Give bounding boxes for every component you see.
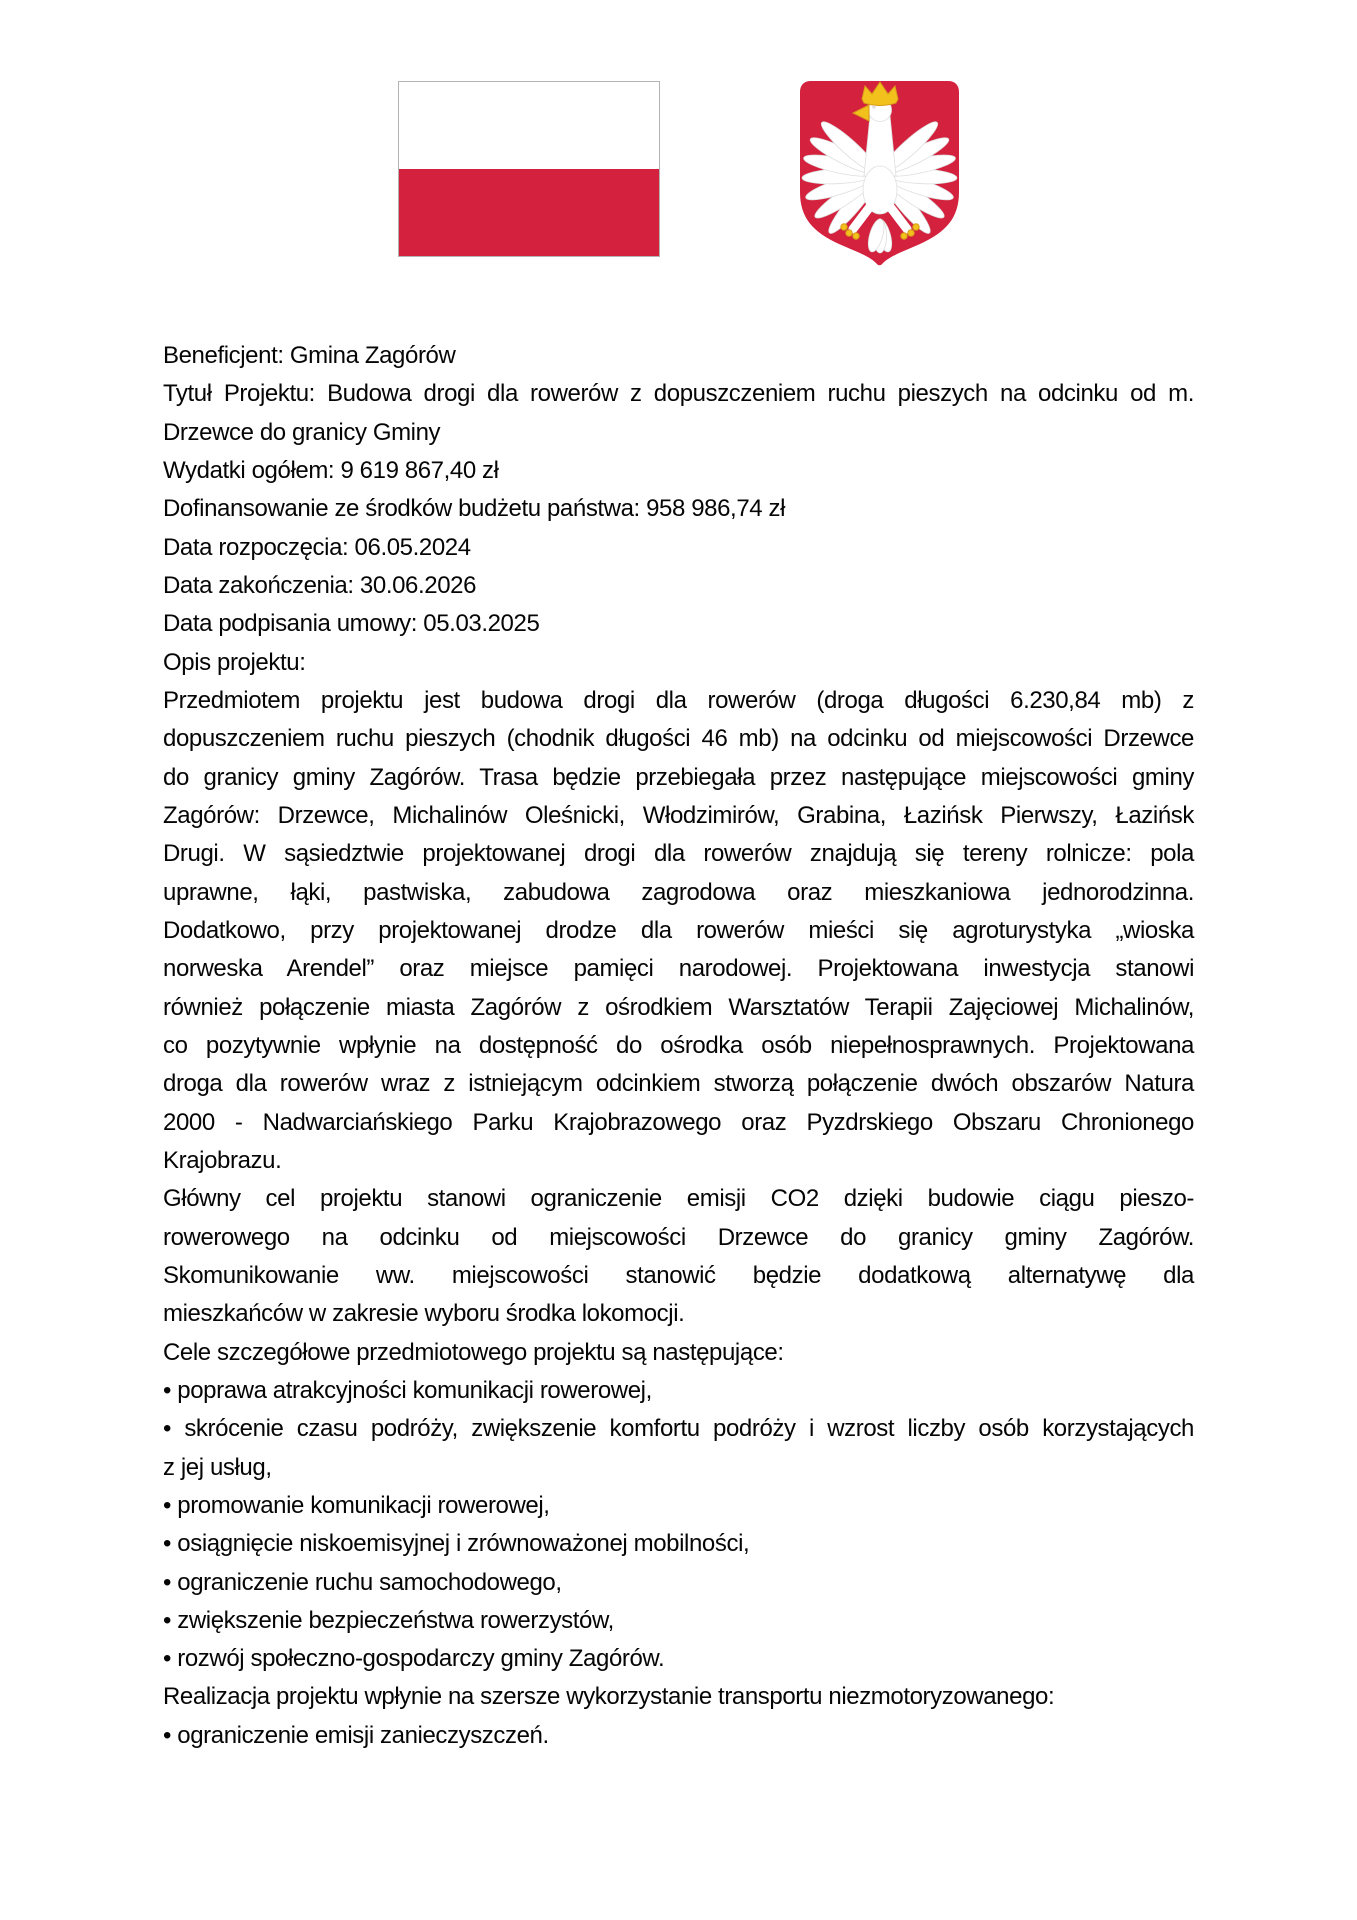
text-line: • ograniczenie ruchu samochodowego, xyxy=(163,1568,562,1596)
coat-of-arms-svg xyxy=(799,80,960,267)
text-line: dopuszczeniem ruchu pieszych (chodnik długości 46 mb) na odcinku od miejscowości Drzewce xyxy=(163,725,1194,753)
text-line: do granicy gminy Zagórów. Trasa będzie przebiegała przez następujące miejscowości gminy xyxy=(163,763,1194,791)
text-line: Przedmiotem projektu jest budowa drogi dla rowerów (droga długości 6.230,84 mb) z xyxy=(163,686,1194,714)
text-line: 2000 - Nadwarciańskiego Parku Krajobrazowego oraz Pyzdrskiego Obszaru Chronionego xyxy=(163,1108,1194,1136)
flag-white-stripe xyxy=(399,82,659,169)
text-line: Beneficjent: Gmina Zagórów xyxy=(163,342,456,369)
eagle-eye xyxy=(872,105,875,108)
text-line: Drzewce do granicy Gminy xyxy=(163,418,441,446)
text-line: mieszkańców w zakresie wyboru środka lokomocji. xyxy=(163,1300,685,1328)
text-line: Skomunikowanie ww. miejscowości stanowić będzie dodatkową alternatywę dla xyxy=(163,1261,1194,1289)
poland-coat-of-arms-image xyxy=(799,80,960,267)
text-line: Data zakończenia: 30.06.2026 xyxy=(163,571,477,599)
text-line: Drugi. W sąsiedztwie projektowanej drogi dla rowerów znajdują się tereny rolnicze: pola xyxy=(163,840,1194,868)
flag-red-stripe xyxy=(399,169,659,256)
text-line: Krajobrazu. xyxy=(163,1146,282,1174)
text-line: Wydatki ogółem: 9 619 867,40 zł xyxy=(163,456,499,484)
text-line: Tytuł Projektu: Budowa drogi dla rowerów z dopuszczeniem ruchu pieszych na odcinku od m. xyxy=(163,380,1194,408)
text-line: z jej usług, xyxy=(163,1453,272,1481)
text-line: • ograniczenie emisji zanieczyszczeń. xyxy=(163,1721,549,1749)
text-line: • rozwój społeczno-gospodarczy gminy Zagórów. xyxy=(163,1645,665,1673)
text-line: Dodatkowo, przy projektowanej drodze dla rowerów mieści się agroturystyka „wioska xyxy=(163,916,1194,944)
poland-flag-image xyxy=(398,81,660,257)
text-line: • skrócenie czasu podróży, zwiększenie komfortu podróży i wzrost liczby osób korzystających xyxy=(163,1415,1194,1443)
text-line: • promowanie komunikacji rowerowej, xyxy=(163,1491,550,1519)
text-line: • poprawa atrakcyjności komunikacji rowerowej, xyxy=(163,1376,652,1404)
document-body xyxy=(163,337,1194,1755)
text-line: Cele szczegółowe przedmiotowego projektu są następujące: xyxy=(163,1338,784,1366)
text-line: Zagórów: Drzewce, Michalinów Oleśnicki, Włodzimirów, Grabina, Łazińsk Pierwszy, Łazińsk xyxy=(163,801,1194,829)
text-line: Opis projektu: xyxy=(163,648,306,676)
text-line: Główny cel projektu stanowi ograniczenie emisji CO2 dzięki budowie ciągu pieszo- xyxy=(163,1185,1194,1213)
text-line: • zwiększenie bezpieczeństwa rowerzystów, xyxy=(163,1606,614,1634)
text-line: uprawne, łąki, pastwiska, zabudowa zagrodowa oraz mieszkaniowa jednorodzinna. xyxy=(163,878,1194,906)
text-line: Dofinansowanie ze środków budżetu państwa: 958 986,74 zł xyxy=(163,495,786,523)
text-line: rowerowego na odcinku od miejscowości Drzewce do granicy gminy Zagórów. xyxy=(163,1223,1194,1251)
text-line: norweska Arendel” oraz miejsce pamięci narodowej. Projektowana inwestycja stanowi xyxy=(163,955,1194,983)
text-line: Data podpisania umowy: 05.03.2025 xyxy=(163,610,540,638)
text-line: • osiągnięcie niskoemisyjnej i zrównoważonej mobilności, xyxy=(163,1530,750,1558)
text-line: droga dla rowerów wraz z istniejącym odcinkiem stworzą połączenie dwóch obszarów Natura xyxy=(163,1070,1194,1098)
text-line: Realizacja projektu wpłynie na szersze wykorzystanie transportu niezmotoryzowanego: xyxy=(163,1683,1055,1711)
text-line: Data rozpoczęcia: 06.05.2024 xyxy=(163,533,471,561)
text-line: również połączenie miasta Zagórów z ośrodkiem Warsztatów Terapii Zajęciowej Michalinów, xyxy=(163,993,1194,1021)
text-line: co pozytywnie wpłynie na dostępność do ośrodka osób niepełnosprawnych. Projektowana xyxy=(163,1031,1194,1059)
